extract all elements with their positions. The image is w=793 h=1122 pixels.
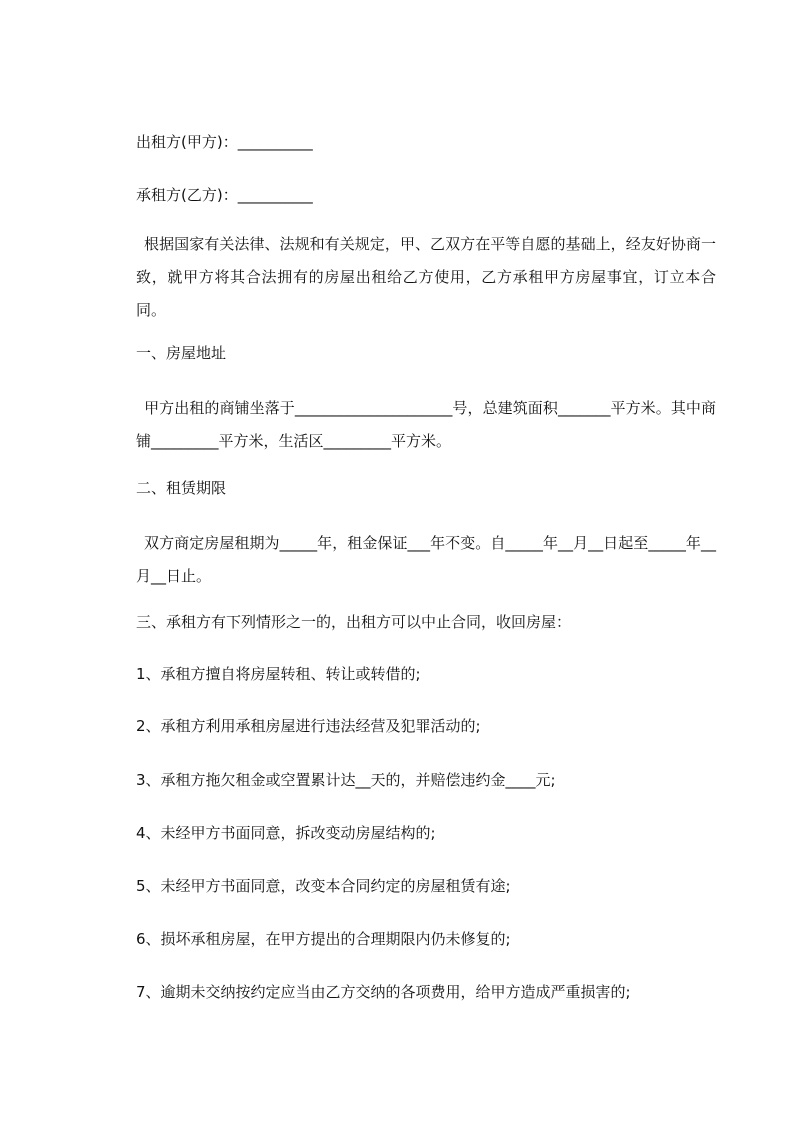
list-item: 2、承租方利用承租房屋进行违法经营及犯罪活动的;: [136, 717, 481, 735]
term-text: 双方商定房屋租期为_____年，租金保证___年不变。自_____年__月__日起至_____年__月__日止。: [136, 534, 716, 585]
address-paragraph: [136, 392, 716, 458]
list-item: 7、逾期未交纳按约定应当由乙方交纳的各项费用，给甲方造成严重损害的;: [136, 983, 631, 1001]
intro-text: 根据国家有关法律、法规和有关规定，甲、乙双方在平等自愿的基础上，经友好协商一致，就甲方将其合法拥有的房屋出租给乙方使用，乙方承租甲方房屋事宜，订立本合同。: [136, 235, 716, 319]
section-title-address: 一、房屋地址: [136, 344, 227, 362]
lessor-line: 出租方(甲方)：__________: [136, 133, 313, 151]
list-item: 4、未经甲方书面同意，拆改变动房屋结构的;: [136, 824, 436, 842]
list-item: 5、未经甲方书面同意，改变本合同约定的房屋租赁有途;: [136, 877, 511, 895]
lessee-line: 承租方(乙方)：__________: [136, 186, 313, 204]
list-item: 6、损坏承租房屋，在甲方提出的合理期限内仍未修复的;: [136, 930, 511, 948]
list-item: 3、承租方拖欠租金或空置累计达__天的，并赔偿违约金____元;: [136, 771, 556, 789]
section-title-termination: 三、承租方有下列情形之一的，出租方可以中止合同，收回房屋：: [136, 613, 572, 631]
intro-paragraph: [136, 228, 716, 327]
list-item: 1、承租方擅自将房屋转租、转让或转借的;: [136, 665, 421, 683]
term-paragraph: [136, 527, 716, 593]
section-title-term: 二、租赁期限: [136, 479, 227, 497]
address-text: 甲方出租的商铺坐落于_____________________号，总建筑面积_______平方米。其中商铺_________平方米，生活区_________平方米。: [136, 399, 716, 450]
